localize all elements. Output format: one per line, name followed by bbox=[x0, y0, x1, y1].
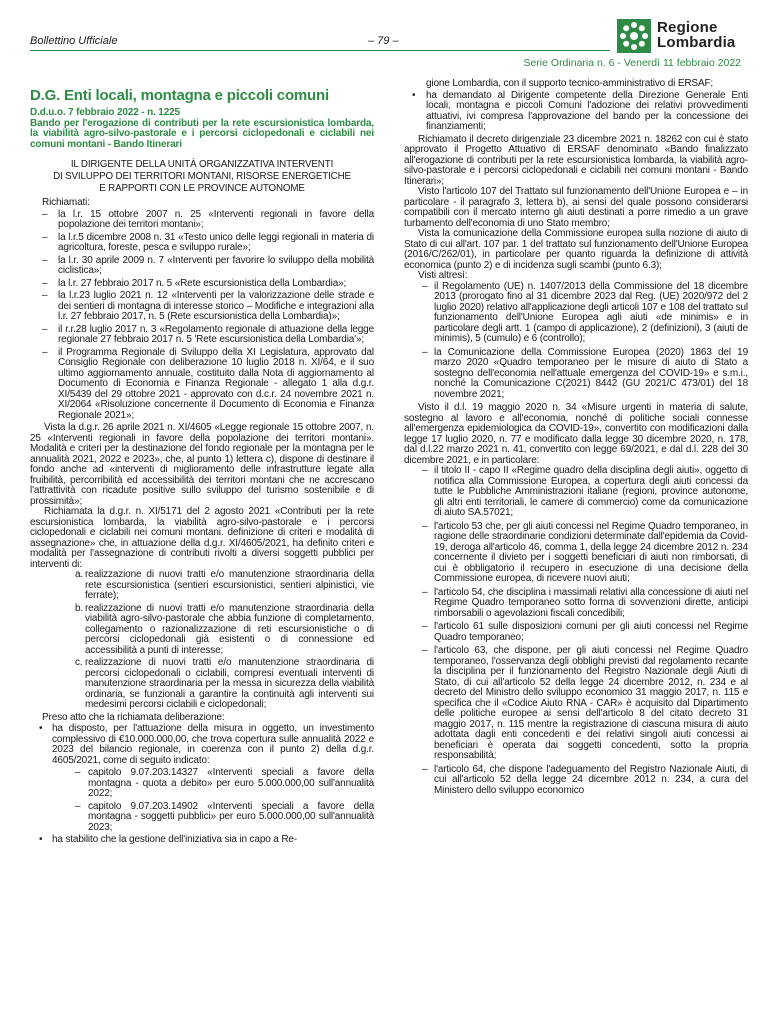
authority-line: E RAPPORTI CON LE PROVINCE AUTONOME bbox=[99, 183, 305, 194]
visti-label: Visti altresì: bbox=[418, 270, 468, 281]
intervention-item: a. realizzazione di nuovi tratti e/o manutenzione straordinaria della rete escursionistica (sentieri escursionistici, sentieri alpinistici, vie ferrate); bbox=[75, 569, 374, 601]
richiamato-paragraph: Richiamato il decreto dirigenziale 23 dicembre 2021 n. 18262 con cui è stato approvato il Progetto Attuativo di ERSAF denominato «Bando finalizzato all'erogazione di contributi per la rete escursionistica lombarda, la viabilità agro-silvo-pastorale e i percorsi ciclopedonali e ciclabili nei comuni montani - Bando Itinerari»; bbox=[404, 133, 748, 187]
law-item: – la l.r. 15 ottobre 2007 n. 25 «Interventi regionali in favore della popolazione dei territori montani»; bbox=[42, 208, 374, 230]
intervention-item: b. realizzazione di nuovi tratti e/o manutenzione straordinaria della viabilità agro-silvo-pastorale che abbia funzione di completamento, collegamento o razionalizzazione di reti escursionistiche o di percorsi ciclopedonali già esistenti o di connessione ed accessibilità a punti di interesse; bbox=[75, 602, 374, 656]
publication-name: Bollettino Ufficiale bbox=[30, 35, 118, 47]
dl-item: – l'articolo 54, che disciplina i massimali relativi alla concessione di aiuti nel Regime Quadro temporaneo sotto forma di sovvenzioni dirette, anticipi rimborsabili o agevolazioni fiscali concedibili; bbox=[422, 586, 748, 619]
resolution-bullet: • ha demandato al Dirigente competente della Direzione Generale Enti locali, montagna e piccoli Comuni l'adozione dei relativi provvedimenti attuativi, ivi compresa l'approvazione del bando per la concessione dei finanziamenti; bbox=[412, 89, 748, 132]
right-column bbox=[404, 79, 748, 799]
decree-subject: Bando per l'erogazione di contributi per la rete escursionistica lombarda, la viabilità agro-silvo-pastorale e i percorsi ciclopedonali e ciclabili nei comuni montani - Bando Itinerari bbox=[30, 117, 374, 150]
law-item: – la l.r.5 dicembre 2008 n. 31 «Testo unico delle leggi regionali in materia di agricoltura, foreste, pesca e sviluppo rurale»; bbox=[42, 231, 374, 253]
law-item: – la l.r.23 luglio 2021 n. 12 «Interventi per la valorizzazione delle strade e dei sentieri di montagna di interesse storico – Modifiche e integrazioni alla l.r. 27 febbraio 2017, n. 5 (Rete escursionistica della Lombardia)»; bbox=[42, 290, 374, 322]
continued-text: gione Lombardia, con il supporto tecnico-amministrativo di ERSAF; bbox=[426, 78, 714, 89]
intervention-item: c. realizzazione di nuovi tratti e/o manutenzione straordinaria di percorsi ciclopedonali o ciclabili, compresi eventuali interventi di manutenzione straordinaria per la messa in sicurezza della viabilità ordinaria, se funzionali a garantire la continuità agli interventi sui medesimi percorsi ciclabili e ciclopedonali; bbox=[75, 657, 374, 710]
dl-item: – l'articolo 61 sulle disposizioni comuni per gli aiuti concessi nel Regime Quadro temporaneo; bbox=[422, 621, 748, 643]
logo-line2: Lombardia bbox=[657, 34, 736, 51]
chapter-item: – capitolo 9.07.203.14902 «Interventi speciali a favore della montagna - soggetti pubblici» per euro 5.000.000,00 sull'annualità 2023; bbox=[75, 800, 374, 833]
lombardy-rose-icon bbox=[617, 19, 651, 53]
eu-item: – il Regolamento (UE) n. 1407/2013 della Commissione del 18 dicembre 2013 (prorogato fino al 31 dicembre 2023 dal Reg. (UE) 2020/972 del 2 luglio 2020) relativo all'applicazione degli articoli 107 e 108 del trattato sul funzionamento dell'Unione Europea agli aiuti «de minimis» e in particolare degli artt. 1 (campo di applicazione), 2 (definizioni), 3 (aiuti de minimis), 5 (cumulo) e 6 (controllo); bbox=[422, 280, 748, 344]
richiamati-label: Richiamati: bbox=[42, 197, 90, 208]
logo-line1: Regione bbox=[657, 19, 718, 36]
regione-lombardia-logo bbox=[617, 19, 747, 53]
dl-item: – l'articolo 63, che dispone, per gli aiuti concessi nel Regime Quadro temporaneo, l'osservanza degli obblighi previsti dal regolamento recante la disciplina per il funzionamento del Registro Nazionale degli Aiuti di Stato, di cui all'articolo 52 della legge 24 dicembre 2012, n. 234 e al decreto del Ministro dello sviluppo economico 31 maggio 2017, n. 115 e specifica che il «Codice Aiuto RNA - CAR» è acquisito dal Dipartimento delle politiche europee ai sensi dell'articolo 8 del citato decreto 31 maggio 2017, n. 115 mentre la registrazione di ciascuna misura di aiuto adottata dagli enti concedenti e dei relativi singoli aiuti concessi ai beneficiari è operata dai soggetti concedenti, sotto la propria responsabilità; bbox=[422, 645, 748, 761]
visto-dl-paragraph: Visto il d.l. 19 maggio 2020 n. 34 «Misure urgenti in materia di salute, sostegno al lavoro e all'economia, nonché di politiche sociali connesse all'emergenza epidemiologica da COVID-19», convertito con modificazioni dalla legge 17 luglio 2020, n. 77 e modificato dalla legge 30 dicembre 2020, n. 178, dal d.l.22 marzo 2021 n. 41, convertito con legge 69/2021, e dal d.l. 228 del 30 dicembre 2021, e in particolare: bbox=[404, 402, 748, 466]
chapter-item: – capitolo 9.07.203.14327 «Interventi speciali a favore della montagna - quota a debito» per euro 5.000.000,00 sull'annualità 2022; bbox=[75, 767, 374, 799]
vista-paragraph: Vista la d.g.r. 26 aprile 2021 n. XI/4605 «Legge regionale 15 ottobre 2007, n. 25 «Interventi regionali in favore della popolazione dei territori montani». Modalità e criteri per la destinazione del fondo regionale per la montagna per le annualità 2021, 2022 e 2023», che, al punto 1) lettera c), dispone di destinare il fondo anche ad «interventi di miglioramento delle infrastrutture legate alla fruibilità, percorribilità ed accessibilità dei territori montani che ne accrescano l'attrattività con ricadute positive sullo sviluppo del turismo sostenibile e di prossimità»; bbox=[30, 422, 374, 507]
law-item: – il Programma Regionale di Sviluppo della XI Legislatura, approvato dal Consiglio Regionale con deliberazione 10 luglio 2018 n. XI/64, e il suo ultimo aggiornamento annuale, costituito dalla Nota di aggiornamento al Documento di Economia e Finanza Regionale - allegato 1 alla d.g.r. XI/5439 del 29 ottobre 2021 - approvato con d.c.r. 24 novembre 2021 n. XI/2064 «Risoluzione concernente il Documento di Economia e Finanza Regionale 2021»; bbox=[42, 346, 374, 421]
resolution-bullet: • ha disposto, per l'attuazione della misura in oggetto, un investimento complessivo di €10.000.000,00, che trova copertura sulle annualità 2022 e 2023 del bilancio regionale, in coerenza con il punto 2) della d.g.r. 4605/2021, come di seguito indicato: bbox=[39, 723, 374, 766]
left-column bbox=[30, 80, 374, 848]
dl-item: – il titolo II - capo II «Regime quadro della disciplina degli aiuti», oggetto di notifica alla Commissione Europea, a copertura degli aiuti concessi da tutte le Pubbliche Amministrazioni italiane (regioni, province autonome, gli altri enti territoriali, le camere di commercio) come da comunicazione di aiuto SA.57021; bbox=[422, 465, 748, 518]
authority-line: DI SVILUPPO DEI TERRITORI MONTANI, RISORSE ENERGETICHE bbox=[53, 171, 351, 182]
law-item: – il r.r.28 luglio 2017 n. 3 «Regolamento regionale di attuazione della legge regionale 27 febbraio 2017 n. 5 'Rete escursionistica della Lombardia'»; bbox=[42, 323, 374, 345]
header-rule bbox=[30, 50, 610, 51]
dl-item: – l'articolo 64, che dispone l'adeguamento del Registro Nazionale Aiuti, di cui all'articolo 52 della legge 24 dicembre 2012 n. 234, a cura del Ministero dello sviluppo economico bbox=[422, 763, 748, 796]
resolution-bullet: • ha stabilito che la gestione dell'iniziativa sia in capo a Re- bbox=[39, 834, 297, 845]
section-title: D.G. Enti locali, montagna e piccoli comuni bbox=[30, 87, 329, 104]
vista-com-paragraph: Vista la comunicazione della Commissione europea sulla nozione di aiuto di Stato di cui all'art. 107 par. 1 del trattato sul funzionamento dell'Unione Europea (2016/C/262/01), in particolare per quanto riguarda la definizione di attività economica (punto 2) e di incidenza sugli scambi (punto 6.3); bbox=[404, 228, 748, 271]
logo-wordmark bbox=[657, 20, 735, 50]
law-item: – la l.r. 30 aprile 2009 n. 7 «Interventi per favorire lo sviluppo della mobilità ciclistica»; bbox=[42, 254, 374, 276]
law-item: – la l.r. 27 febbraio 2017 n. 5 «Rete escursionistica della Lombardia»; bbox=[42, 277, 347, 289]
eu-item: – la Comunicazione della Commissione Europea (2020) 1863 del 19 marzo 2020 «Quadro temporaneo per le misure di aiuto di Stato a sostegno dell'economia nell'attuale emergenza del COVID-19» e s.m.i., nonché la Comunicazione C(2021) 8442 (GU 2021/C 473/01) del 18 novembre 2021; bbox=[422, 346, 748, 400]
decree-id: D.d.u.o. 7 febbraio 2022 - n. 1225 bbox=[30, 107, 180, 118]
preso-atto-label: Preso atto che la richiamata deliberazione: bbox=[42, 711, 225, 723]
richiamata-paragraph: Richiamata la d.g.r. n. XI/5171 del 2 agosto 2021 «Contributi per la rete escursionistica lombarda, la viabilità agro-silvo-pastorale e i percorsi ciclopedonali e ciclabili nei comuni montani. definizione di criteri e modalità di assegnazione» che, in attuazione della d.g.r. XI/4605/2021, ha definito criteri e modalità per l'assegnazione di contributi rivolti a diversi soggetti pubblici per interventi di: bbox=[30, 506, 374, 570]
authority-line: IL DIRIGENTE DELLA UNITÀ ORGANIZZATIVA INTERVENTI bbox=[70, 159, 334, 170]
dl-item: – l'articolo 53 che, per gli aiuti concessi nel Regime Quadro temporaneo, in ragione delle straordinarie condizioni determinate dall'epidemia da Covid- 19, deroga all'articolo 46, comma 1, della legge 24 dicembre 2012 n. 234 concernente il divieto per i soggetti beneficiari di aiuti non rimborsati, di cui è obbligatorio il recupero in esecuzione di una decisione della Commissione europea, di ricevere nuovi aiuti; bbox=[422, 520, 748, 584]
visto-art-paragraph: Visto l'articolo 107 del Trattato sul funzionamento dell'Unione Europea e – in particolare - il paragrafo 3, lettera b), ai sensi del quale possono considerarsi compatibili con il mercato interno gli aiuti destinati a porre rimedio a un grave turbamento dell'economia di uno Stato membro; bbox=[404, 186, 748, 229]
page-number: – 79 – bbox=[368, 35, 399, 47]
series-info: Serie Ordinaria n. 6 - Venerdì 11 febbraio 2022 bbox=[523, 57, 741, 69]
authority-heading bbox=[30, 159, 374, 195]
